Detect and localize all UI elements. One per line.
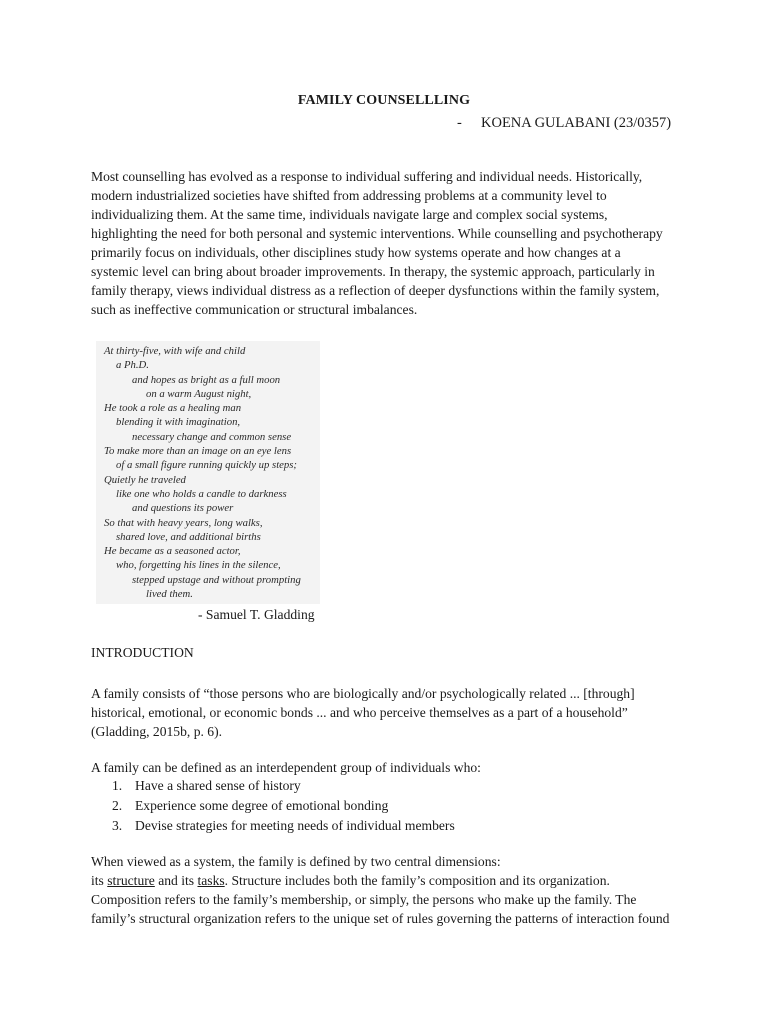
poem-line: on a warm August night, [146, 387, 252, 400]
list-item: 3. Devise strategies for meeting needs of individual members [112, 818, 455, 833]
poem-line: lived them. [146, 588, 193, 601]
poem-line: He took a role as a healing man [104, 402, 242, 415]
list-item: 1. Have a shared sense of history [112, 778, 301, 793]
poem-line: shared love, and additional births [116, 530, 261, 543]
document-title: FAMILY COUNSELLLING [297, 93, 471, 108]
poem-line: At thirty-five, with wife and child [104, 345, 246, 357]
author-dash: - [457, 115, 462, 131]
interdependent-group-paragraph: A family can be defined as an interdependent group of individuals who: [91, 760, 481, 775]
poem-line: and questions its power [132, 502, 234, 515]
paragraph-line: When viewed as a system, the family is defined by two central dimensions: [91, 854, 501, 869]
paragraph-line: such as ineffective communication or structural imbalances. [91, 302, 418, 317]
list-item: 2. Experience some degree of emotional bonding [112, 798, 389, 813]
paragraph-line: primarily focus on individuals, other disciplines study how systems operate and how changes at a [91, 245, 621, 260]
paragraph-line: individualizing them. At the same time, individuals navigate large and complex social systems, [91, 207, 608, 222]
paragraph-line: A family consists of “those persons who are biologically and/or psychologically related ... [through] [91, 686, 635, 701]
poem-line: blending it with imagination, [116, 416, 241, 429]
poem-line: a Ph.D. [116, 359, 149, 372]
paragraph-line: family therapy, views individual distress as a reflection of deeper dysfunctions within the family system, [91, 283, 660, 298]
paragraph-line: (Gladding, 2015b, p. 6). [91, 724, 223, 739]
poem-line: He became as a seasoned actor, [104, 545, 241, 558]
underlined-term-structure: structure [107, 873, 155, 888]
paragraph-line: modern industrialized societies have shifted from addressing problems at a community level to [91, 188, 607, 203]
paragraph-line: systemic level can bring about broader improvements. In therapy, the systemic approach, particularly in [91, 264, 655, 279]
underlined-term-tasks: tasks [197, 873, 225, 888]
poem-line: and hopes as bright as a full moon [132, 373, 281, 386]
poem-line: like one who holds a candle to darkness [116, 487, 287, 500]
poem-line: To make more than an image on an eye lens [104, 445, 292, 458]
poem-line: So that with heavy years, long walks, [104, 516, 263, 529]
section-heading-introduction: INTRODUCTION [91, 645, 194, 660]
paragraph-line: family’s structural organization refers to the unique set of rules governing the patterns of interaction found [91, 911, 670, 926]
poem-excerpt [104, 344, 320, 601]
poem-line: who, forgetting his lines in the silence, [116, 559, 281, 572]
author-line [457, 115, 671, 132]
author-name: KOENA GULABANI (23/0357) [481, 115, 672, 131]
system-dimensions-paragraph [91, 852, 691, 928]
paragraph-line: its structure and its tasks. Structure includes both the family’s composition and its organization. [91, 873, 610, 888]
paragraph-line: Composition refers to the family’s membership, or simply, the persons who make up the family. The [91, 892, 637, 907]
intro-paragraph [91, 167, 691, 319]
paragraph-line: historical, emotional, or economic bonds ... and who perceive themselves as a part of a household” [91, 705, 628, 720]
family-definition-paragraph [91, 684, 691, 741]
poem-line: Quietly he traveled [104, 473, 186, 486]
poem-attribution: - Samuel T. Gladding [198, 607, 315, 622]
poem-line: stepped upstage and without prompting [132, 573, 301, 586]
numbered-list [112, 776, 455, 836]
poem-line: necessary change and common sense [132, 430, 292, 443]
paragraph-line: highlighting the need for both personal and systemic interventions. While counselling and psychotherapy [91, 226, 663, 241]
poem-line: of a small figure running quickly up steps; [116, 459, 297, 472]
paragraph-line: Most counselling has evolved as a response to individual suffering and individual needs. Historically, [91, 169, 643, 184]
